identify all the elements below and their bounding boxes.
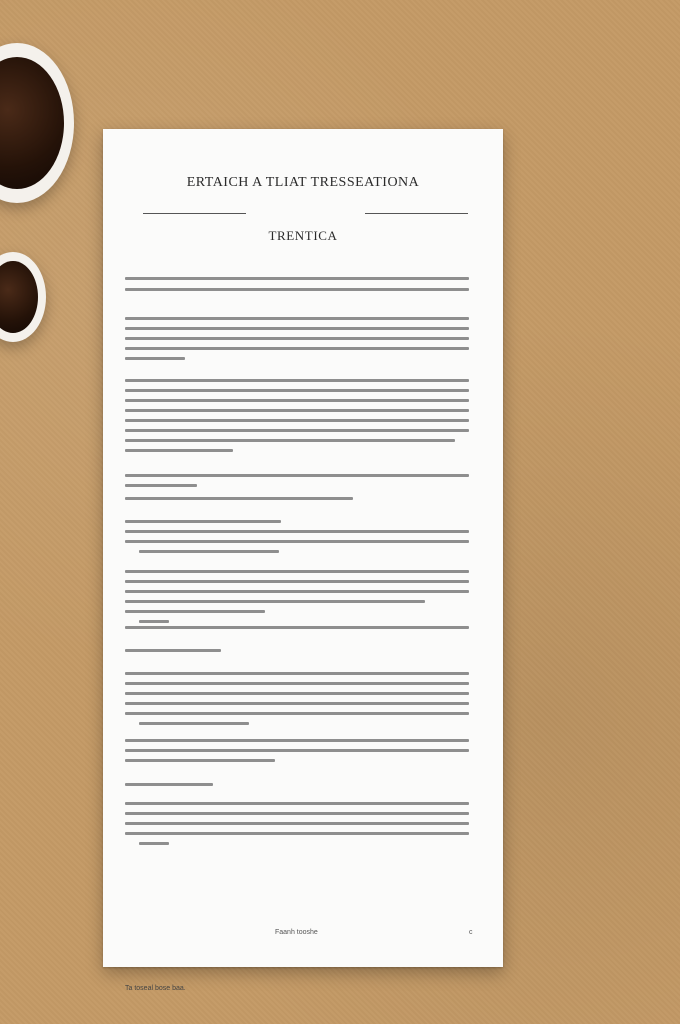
paragraph — [125, 520, 469, 560]
paragraph — [125, 474, 469, 494]
paragraph — [125, 570, 469, 630]
coffee-cup-small — [0, 252, 46, 342]
paragraph — [125, 672, 469, 732]
paragraph — [125, 626, 469, 636]
paragraph — [125, 497, 353, 507]
closing-line: Ta toseal bose baa. — [125, 985, 186, 992]
paragraph — [125, 783, 213, 793]
title-rule-left — [143, 213, 246, 214]
coffee-liquid — [0, 261, 38, 333]
page-number: c — [469, 929, 473, 936]
document-title: ERTAICH A TLIAT TRESSEATIONA — [186, 175, 420, 190]
title-rule-right — [365, 213, 468, 214]
document-subtitle: TRENTICA — [268, 228, 338, 243]
paragraph — [125, 317, 469, 367]
paragraph — [125, 379, 469, 459]
paragraph — [125, 802, 469, 852]
paper-document — [103, 129, 503, 992]
coffee-cup-large — [0, 43, 74, 203]
paragraph — [125, 739, 469, 769]
paragraph — [125, 649, 221, 659]
paragraph — [125, 277, 469, 298]
coffee-liquid — [0, 57, 64, 189]
page-footer-text: Faanh tooshe — [275, 929, 318, 936]
